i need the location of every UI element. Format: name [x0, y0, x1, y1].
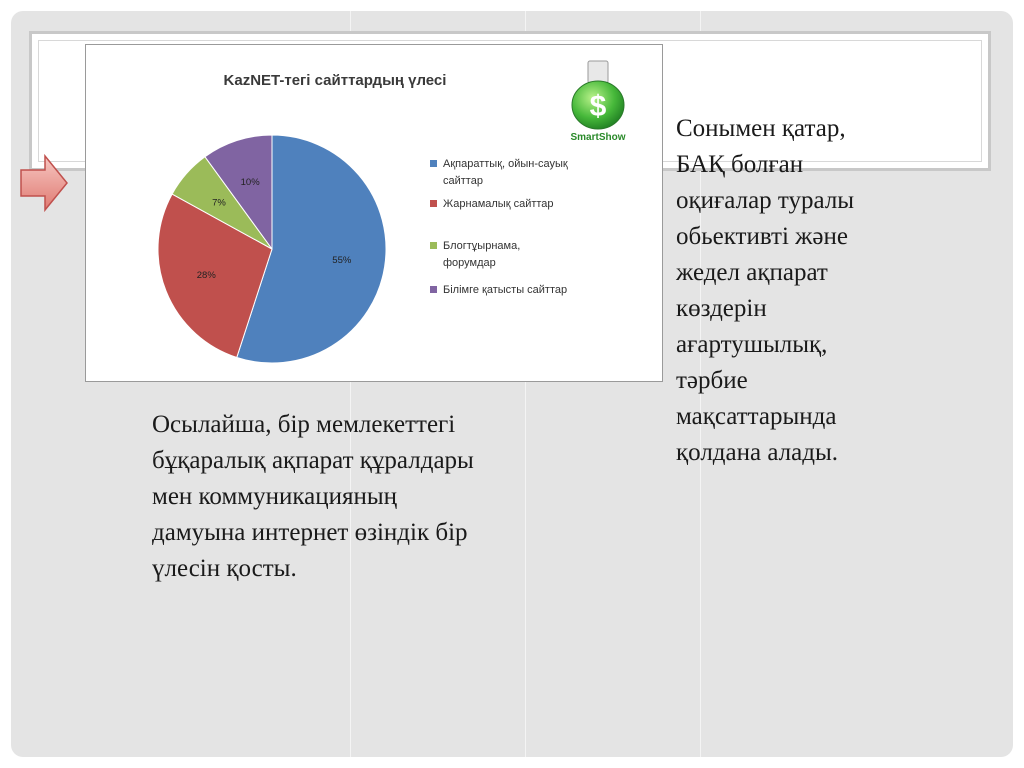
text-block-left — [152, 407, 612, 587]
text-line: мақсаттарында — [676, 403, 837, 430]
legend-label: Блогтұырнама, — [443, 240, 521, 252]
text-block-right — [676, 111, 936, 471]
text-line: дамуына интернет өзіндік бір — [152, 519, 468, 546]
text-line: Осылайша, бір мемлекеттегі — [152, 411, 456, 438]
legend-swatch — [430, 200, 437, 207]
slide — [11, 11, 1013, 757]
text-line: ағартушылық, — [676, 331, 828, 358]
flask-dollar-icon — [566, 59, 630, 133]
legend-item — [430, 196, 633, 213]
right-arrow-icon — [19, 153, 69, 213]
legend-item — [430, 156, 633, 190]
chart-title: KazNET-тегі сайттардың үлесі — [223, 72, 447, 89]
text-line: обьективті және — [676, 223, 848, 250]
legend-swatch — [430, 242, 437, 249]
text-line: тәрбие — [676, 367, 748, 394]
text-line: көздерін — [676, 295, 767, 322]
legend-swatch — [430, 160, 437, 167]
pie-data-label: 28% — [196, 270, 216, 282]
svg-text:$: $ — [589, 90, 607, 123]
text-line: оқиғалар туралы — [676, 187, 855, 214]
legend-label: форумдар — [443, 257, 496, 269]
logo-text: SmartShow — [570, 132, 626, 143]
text-line: БАҚ болған — [676, 151, 804, 178]
smartshow-logo — [566, 59, 646, 149]
legend-swatch — [430, 286, 437, 293]
legend-label: Ақпараттық, ойын-сауық — [443, 158, 568, 170]
pie-chart — [152, 129, 392, 369]
chart-container — [85, 44, 663, 382]
legend-item — [430, 238, 633, 272]
text-line: жедел ақпарат — [676, 259, 828, 286]
text-line: Сонымен қатар, — [676, 115, 846, 142]
text-line: мен коммуникацияның — [152, 483, 398, 510]
pie-data-label: 10% — [240, 176, 260, 188]
pie-data-label: 7% — [212, 197, 226, 209]
pie-data-label: 55% — [332, 255, 352, 267]
legend-item — [430, 282, 633, 299]
legend-label: Жарнамалық сайттар — [443, 198, 554, 210]
text-line: үлесін қосты. — [152, 555, 297, 582]
text-line: бұқаралық ақпарат құралдары — [152, 447, 474, 474]
legend-label: Білімге қатысты сайттар — [443, 284, 568, 296]
text-line: қолдана алады. — [676, 439, 838, 466]
legend-label: сайттар — [443, 175, 483, 187]
